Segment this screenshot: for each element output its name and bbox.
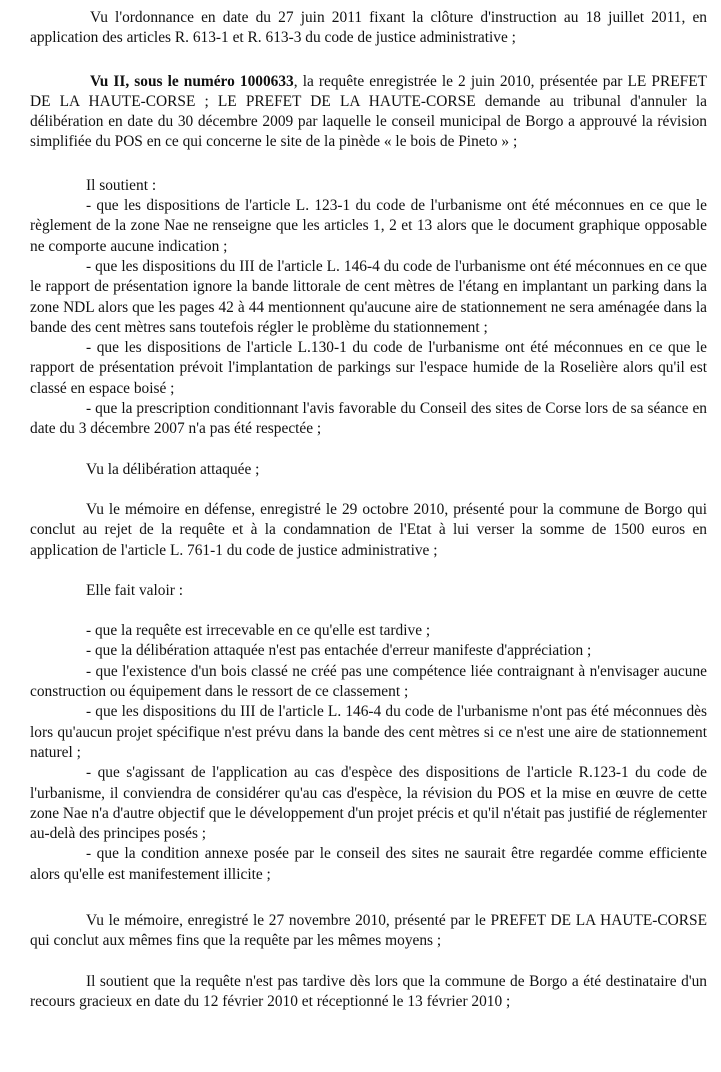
list-item: - que la condition annexe posée par le conseil des sites ne saurait être regardée comme efficiente alors qu'elle est manifestement illicite ; [30, 845, 707, 883]
requete-text: , la requête enregistrée le 2 juin 2010, présentée par LE PREFET DE LA HAUTE-CORSE ; LE PREFET DE LA HAUTE-CORSE demande au tribunal d'annuler la délibération en date du 30 décembre 2009 par laquelle le conseil municipal de Borgo a approuvé la révision simplifiée du POS en ce qui concerne le site de la pinède « le bois de Pineto » ; [30, 72, 708, 151]
list-item: - que s'agissant de l'application au cas d'espèce des dispositions de l'article R.123-1 du code de l'urbanisme, il conviendra de considérer qu'au cas d'espèce, la révision du POS et la mise en œuvre de cette zone Nae n'a d'autre objectif que le développement d'un projet précis et qu'il n'était pas justifié de réglementer au-delà des principes posés ; [30, 764, 707, 843]
paragraph-memoire-defense: Vu le mémoire en défense, enregistré le 29 octobre 2010, présenté pour la commune de Borgo qui conclut au rejet de la requête et à la condamnation de l'Etat à lui verser la somme de 1500 euros en application de l'article L. 761-1 du code de justice administrative ; [30, 500, 707, 559]
paragraph-deliberation-attaquee: Vu la délibération attaquée ; [86, 460, 260, 478]
paragraph-elle-fait-valoir: Elle fait valoir : [86, 581, 184, 599]
paragraph-requete-prefet [30, 72, 707, 153]
case-number-heading: Vu II, sous le numéro 1000633 [90, 72, 294, 90]
paragraph-il-soutient: Il soutient : [86, 176, 157, 194]
list-item: - que les dispositions du III de l'article L. 146-4 du code de l'urbanisme n'ont pas été méconnues dès lors qu'aucun projet spécifique n'est prévu dans la bande des cent mètres si ce n'est une aire de stationnement naturel ; [30, 703, 707, 761]
list-item: - que les dispositions de l'article L. 123-1 du code de l'urbanisme ont été méconnues en ce que le règlement de la zone Nae ne renseigne que les articles 1, 2 et 13 alors que le document graphique opposable ne comporte aucune indication ; [30, 197, 707, 255]
paragraph-memoire-prefet: Vu le mémoire, enregistré le 27 novembre 2010, présenté par le PREFET DE LA HAUTE-CORSE qui conclut aux mêmes fins que la requête par les mêmes moyens ; [30, 911, 707, 950]
list-item: - que la requête est irrecevable en ce qu'elle est tardive ; [86, 622, 431, 640]
list-item: - que l'existence d'un bois classé ne créé pas une compétence liée contraignant à n'envisager aucune construction ou équipement dans le ressort de ce classement ; [30, 662, 707, 701]
list-item: - que la délibération attaquée n'est pas entachée d'erreur manifeste d'appréciation ; [86, 642, 592, 660]
paragraph-recours-gracieux: Il soutient que la requête n'est pas tardive dès lors que la commune de Borgo a été destinataire d'un recours gracieux en date du 12 février 2010 et réceptionné le 13 février 2010 ; [30, 972, 707, 1010]
list-item: - que la prescription conditionnant l'avis favorable du Conseil des sites de Corse lors de sa séance en date du 3 décembre 2007 n'a pas été respectée ; [30, 400, 707, 438]
list-item: - que les dispositions du III de l'article L. 146-4 du code de l'urbanisme ont été méconnues en ce que le rapport de présentation ignore la bande littorale de cent mètres de l'étang en implantant un parking dans la zone NDL alors que les pages 42 à 44 mentionnent qu'aucune aire de stationnement ne sera aménagée dans la bande des cent mètres sans toutefois régler le problème du stationnement ; [30, 257, 707, 336]
paragraph-ordonnance: Vu l'ordonnance en date du 27 juin 2011 fixant la clôture d'instruction au 18 juillet 2011, en application des articles R. 613-1 et R. 613-3 du code de justice administrative ; [30, 9, 707, 47]
list-item: - que les dispositions de l'article L.130-1 du code de l'urbanisme ont été méconnues en ce que le rapport de présentation prévoit l'implantation de parkings sur l'espace humide de la Roselière alors qu'il est classé en espace boisé ; [30, 339, 707, 397]
